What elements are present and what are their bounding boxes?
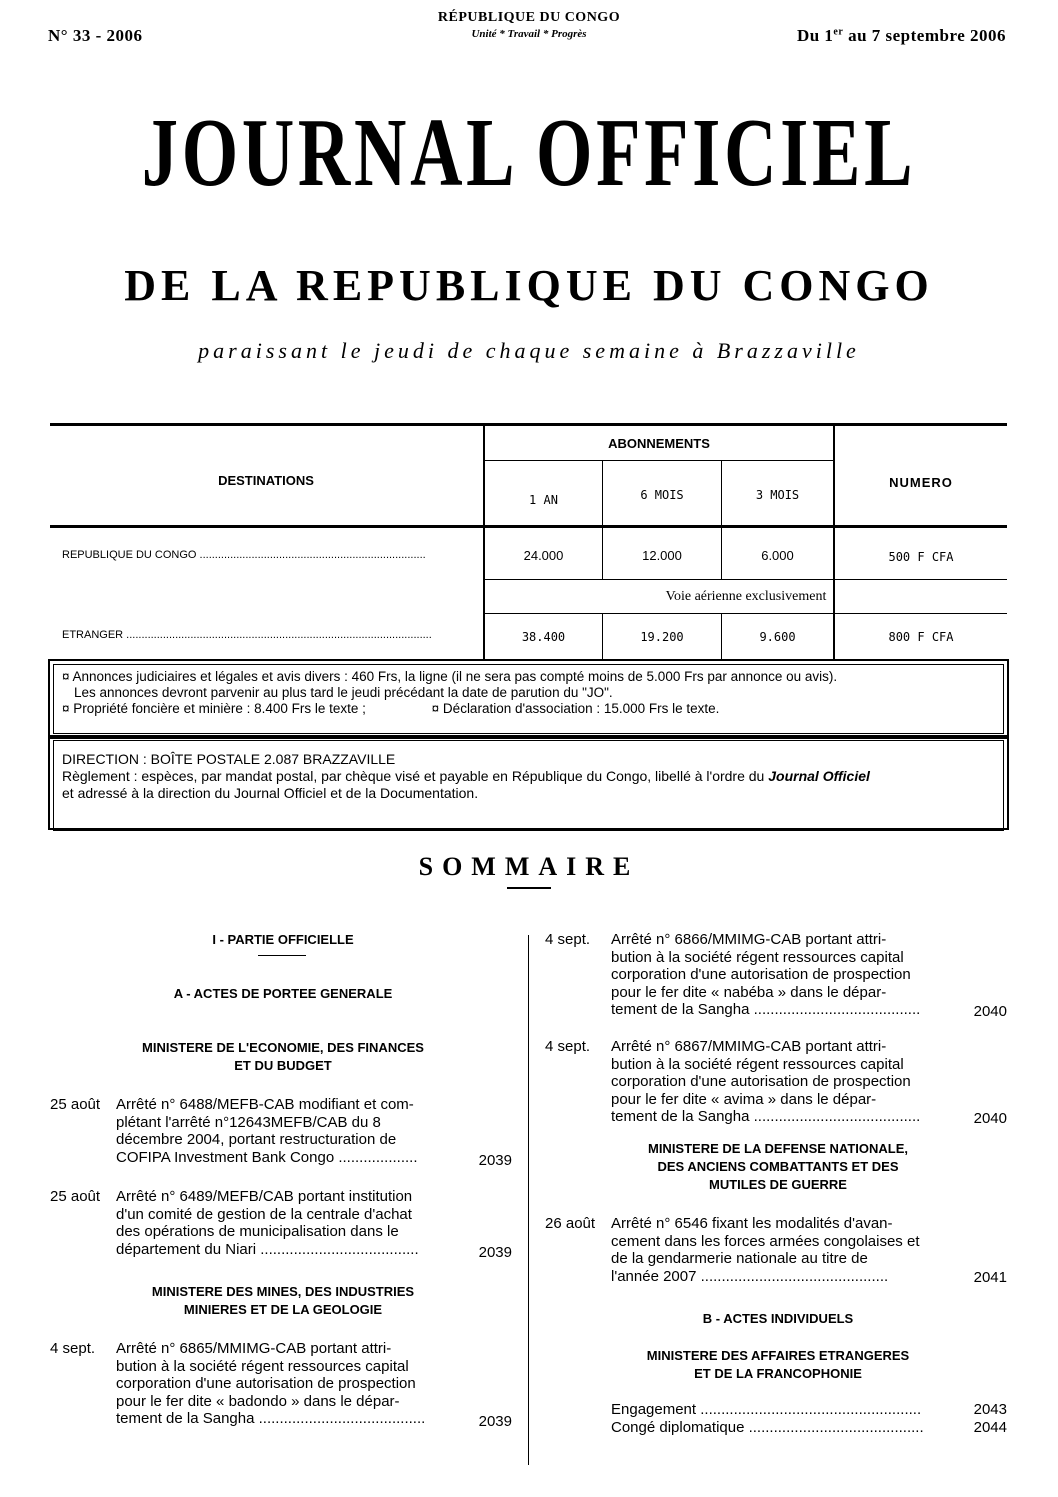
table-mid-rule [50, 525, 1007, 528]
entry-line: tement de la Sangha ........................................ [611, 1001, 921, 1018]
summary-entry[interactable] [545, 1038, 1007, 1130]
entry-date: 26 août [545, 1215, 596, 1232]
journal-officiel-emph: Journal Officiel [768, 768, 870, 784]
dates-suffix: au 7 septembre 2006 [843, 26, 1006, 45]
entry-page: 2039 [478, 1152, 512, 1169]
entry-page: 2043 [973, 1401, 1007, 1418]
sommaire-title: SOMMAIRE [418, 852, 640, 881]
entry-text [116, 1096, 458, 1166]
entry-label: Engagement ..................................................... [611, 1401, 922, 1418]
actes-individuels-heading: B - ACTES INDIVIDUELS [702, 1311, 854, 1326]
entry-page: 2040 [973, 1110, 1007, 1127]
entry-line: bution à la société régent ressources capital [116, 1357, 409, 1375]
dates-sup: er [833, 26, 844, 38]
price-congo-6mois: 12.000 [642, 548, 682, 563]
entry-line: plétant l'arrêté n°12643MEFB/CAB du 8 [116, 1113, 381, 1131]
entry-line: pour le fer dite « avima » dans le dépar- [611, 1090, 877, 1108]
entry-line: Arrêté n° 6866/MMIMG-CAB portant attri- [611, 931, 887, 948]
destinations-header: DESTINATIONS [218, 473, 314, 488]
annonces-line2: Les annonces devront parvenir au plus tard le jeudi précédant la date de parution du "JO". [74, 685, 613, 700]
abonnements-header: ABONNEMENTS [608, 436, 710, 451]
actes-generale-heading: A - ACTES DE PORTEE GENERALE [173, 986, 393, 1001]
voie-aerienne-note: Voie aérienne exclusivement [665, 589, 827, 604]
entry-line: cement dans les forces armées congolaises et [611, 1232, 920, 1250]
table-hline [484, 579, 1007, 580]
entry-line: Arrêté n° 6488/MEFB-CAB modifiant et com- [116, 1096, 414, 1113]
motto: Unité * Travail * Progrès [471, 28, 587, 40]
ministere-economie-line2: ET DU BUDGET [234, 1058, 332, 1073]
column-separator [528, 935, 529, 1465]
entry-line: pour le fer dite « nabéba » dans le dépar- [611, 983, 887, 1001]
ministere-defense-line1: MINISTERE DE LA DEFENSE NATIONALE, [647, 1141, 908, 1156]
price-congo-3mois: 6.000 [761, 548, 794, 563]
entry-line: COFIPA Investment Bank Congo ................... [116, 1148, 418, 1166]
ministere-economie-heading [50, 1039, 516, 1075]
price-etranger-6mois: 19.200 [640, 630, 684, 644]
entry-line: Arrêté n° 6546 fixant les modalités d'avan- [611, 1215, 893, 1232]
subtitle: paraissant le jeudi de chaque semaine à Brazzaville [198, 338, 860, 363]
entry-line: bution à la société régent ressources capital [611, 948, 904, 966]
entry-line: Arrêté n° 6865/MMIMG-CAB portant attri- [116, 1340, 392, 1357]
entry-line: l'année 2007 ............................................. [611, 1267, 889, 1285]
destination-congo: REPUBLIQUE DU CONGO .......................................................................... [62, 549, 426, 561]
annonces-box [48, 659, 1009, 739]
entry-line: Arrêté n° 6867/MMIMG-CAB portant attri- [611, 1038, 887, 1055]
direction-adresse-line: et adressé à la direction du Journal Officiel et de la Documentation. [62, 785, 479, 801]
entry-date: 25 août [50, 1096, 101, 1113]
annonces-line3 [62, 701, 995, 717]
entry-line: des opérations de municipalisation dans le [116, 1223, 399, 1240]
period-6mois: 6 MOIS [640, 488, 684, 502]
ministere-defense-line3: MUTILES DE GUERRE [709, 1177, 847, 1192]
entry-line: corporation d'une autorisation de prospection [116, 1375, 416, 1392]
entry-page: 2039 [478, 1413, 512, 1430]
journal-title: JOURNAL OFFICIEL [141, 99, 917, 207]
direction-address: DIRECTION : BOÎTE POSTALE 2.087 BRAZZAVILLE [62, 751, 396, 767]
entry-page: 2039 [478, 1244, 512, 1261]
entry-page: 2044 [973, 1419, 1007, 1436]
annonces-line1: ¤ Annonces judiciaires et légales et avis divers : 460 Frs, la ligne (il ne sera pas compté moins de 5.000 Frs par annonce ou avis). [62, 669, 838, 684]
summary-entry-engagement[interactable] [611, 1401, 1007, 1419]
summary-entry[interactable] [545, 1215, 1007, 1289]
ministere-mines-line1: MINISTERE DES MINES, DES INDUSTRIES [151, 1284, 415, 1299]
annonces-declaration: ¤ Déclaration d'association : 15.000 Frs le texte. [431, 701, 720, 716]
summary-entry[interactable] [545, 931, 1007, 1023]
numero-congo: 500 F CFA [888, 550, 954, 564]
entry-text [611, 1038, 953, 1126]
period-1an: 1 AN [529, 493, 558, 507]
reglement-text: Règlement : espèces, par mandat postal, par chèque visé et payable en République du Congo, libellé à l'ordre du [62, 768, 769, 784]
ministere-defense-line2: DES ANCIENS COMBATTANTS ET DES [657, 1159, 899, 1174]
ministere-economie-line1: MINISTERE DE L'ECONOMIE, DES FINANCES [142, 1040, 424, 1055]
entry-line: de la gendarmerie nationale au titre de [611, 1250, 868, 1267]
entry-line: corporation d'une autorisation de prospection [611, 966, 911, 983]
destination-etranger: ETRANGER .................................................................................................... [62, 629, 432, 641]
annonces-propriete: ¤ Propriété foncière et minière : 8.400 Frs le texte ; [62, 701, 366, 716]
entry-text [116, 1340, 458, 1428]
summary-entry[interactable] [50, 1188, 512, 1262]
ministere-affaires-line1: MINISTERE DES AFFAIRES ETRANGERES [646, 1348, 910, 1363]
entry-line: tement de la Sangha ........................................ [116, 1410, 426, 1427]
entry-line: décembre 2004, portant restructuration de [116, 1131, 397, 1148]
entry-date: 25 août [50, 1188, 101, 1205]
ministere-defense-heading [545, 1140, 1011, 1194]
ministere-mines-heading [50, 1283, 516, 1319]
price-etranger-1an: 38.400 [521, 630, 566, 644]
republic-label: RÉPUBLIQUE DU CONGO [437, 10, 621, 25]
entry-line: pour le fer dite « badondo » dans le dépar- [116, 1392, 400, 1410]
entry-date: 4 sept. [50, 1340, 96, 1357]
entry-line: Arrêté n° 6489/MEFB/CAB portant institution [116, 1188, 413, 1205]
issue-number: N° 33 - 2006 [48, 26, 143, 45]
entry-line: tement de la Sangha ........................................ [611, 1108, 921, 1125]
price-etranger-3mois: 9.600 [759, 630, 796, 644]
summary-entry[interactable] [50, 1096, 512, 1170]
entry-line: corporation d'une autorisation de prospection [611, 1073, 911, 1090]
republic-title: DE LA REPUBLIQUE DU CONGO [124, 261, 934, 310]
entry-text [611, 1215, 953, 1285]
table-hline [484, 460, 834, 461]
price-congo-1an: 24.000 [523, 548, 564, 563]
table-hline [484, 613, 1007, 614]
ministere-mines-line2: MINIERES ET DE LA GEOLOGIE [183, 1302, 383, 1317]
entry-page: 2040 [973, 1003, 1007, 1020]
entry-page: 2041 [973, 1269, 1007, 1286]
entry-date: 4 sept. [545, 1038, 591, 1055]
period-3mois: 3 MOIS [755, 488, 800, 502]
summary-entry-conge[interactable] [611, 1419, 1007, 1437]
direction-box [48, 735, 1009, 830]
entry-line: d'un comité de gestion de la centrale d'achat [116, 1205, 412, 1223]
issue-dates [797, 26, 1006, 46]
entry-date: 4 sept. [545, 931, 591, 948]
entry-line: département du Niari ...................................... [116, 1240, 419, 1258]
entry-text [611, 931, 953, 1019]
entry-label: Congé diplomatique .......................................... [611, 1419, 924, 1436]
numero-header: NUMERO [889, 475, 953, 490]
ministere-affaires-line2: ET DE LA FRANCOPHONIE [694, 1366, 862, 1381]
ministere-affaires-heading [545, 1347, 1011, 1383]
dates-prefix: Du 1 [796, 26, 834, 45]
partie-rule [258, 955, 306, 956]
sommaire-rule [507, 887, 551, 889]
numero-etranger: 800 F CFA [888, 630, 954, 644]
entry-text [116, 1188, 458, 1258]
table-top-rule [50, 423, 1007, 426]
partie-officielle-heading: I - PARTIE OFFICIELLE [212, 932, 354, 947]
summary-entry[interactable] [50, 1340, 512, 1432]
entry-line: bution à la société régent ressources capital [611, 1055, 904, 1073]
direction-reglement [62, 768, 995, 785]
